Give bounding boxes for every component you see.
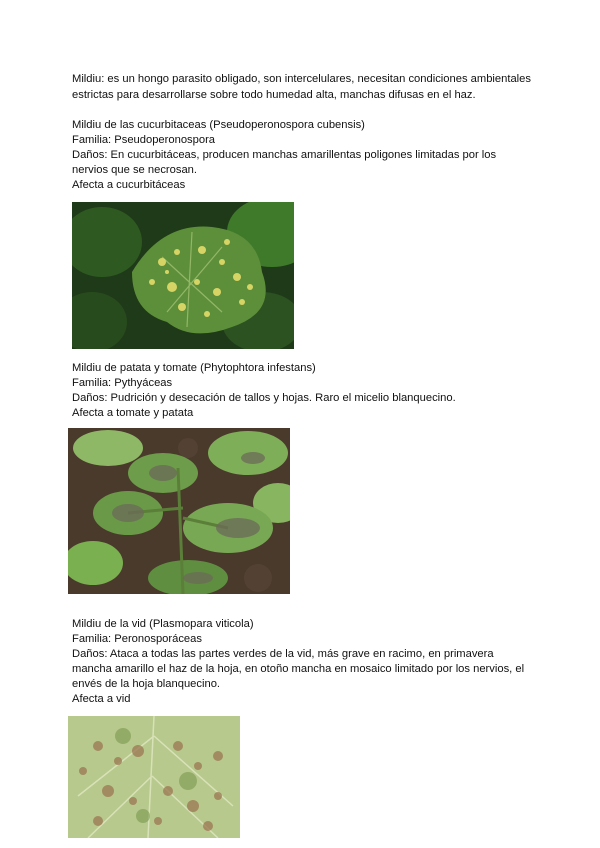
section-damage-line-1: Daños: En cucurbitáceas, producen manchas amarillentas poligones limitadas por los	[72, 149, 497, 161]
section-affects: Afecta a vid	[72, 693, 131, 705]
section-damage-line-2: nervios que se necrosan.	[72, 164, 198, 176]
section-damage-line-3: envés de la hoja blanquecino.	[72, 678, 221, 690]
section-damage-line-2: mancha amarillo el haz de la hoja, en otoño mancha en mosaico limitado por los nervios, el	[72, 663, 525, 675]
potato-plant-photo	[68, 428, 290, 594]
section-affects: Afecta a cucurbitáceas	[72, 179, 186, 191]
section-family: Familia: Pythyáceas	[72, 377, 173, 389]
intro-line-1: Mildiu: es un hongo parasito obligado, son intercelulares, necesitan condiciones ambientales	[72, 73, 531, 85]
section-title: Mildiu de las cucurbitaceas (Pseudoperonospora cubensis)	[72, 119, 365, 131]
section-title: Mildiu de la vid (Plasmopara viticola)	[72, 618, 254, 630]
grape-leaf-photo	[68, 716, 240, 838]
section-damage-line-1: Daños: Pudrición y desecación de tallos y hojas. Raro el micelio blanquecino.	[72, 392, 456, 404]
cucumber-leaf-photo	[72, 202, 294, 349]
section-affects: Afecta a tomate y patata	[72, 407, 194, 419]
section-damage-line-1: Daños: Ataca a todas las partes verdes de la vid, más grave en racimo, en primavera	[72, 648, 494, 660]
intro-line-2: estrictas para desarrollarse sobre todo humedad alta, manchas difusas en el haz.	[72, 89, 476, 101]
section-family: Familia: Peronosporáceas	[72, 633, 202, 645]
section-title: Mildiu de patata y tomate (Phytophtora infestans)	[72, 362, 316, 374]
section-family: Familia: Pseudoperonospora	[72, 134, 216, 146]
